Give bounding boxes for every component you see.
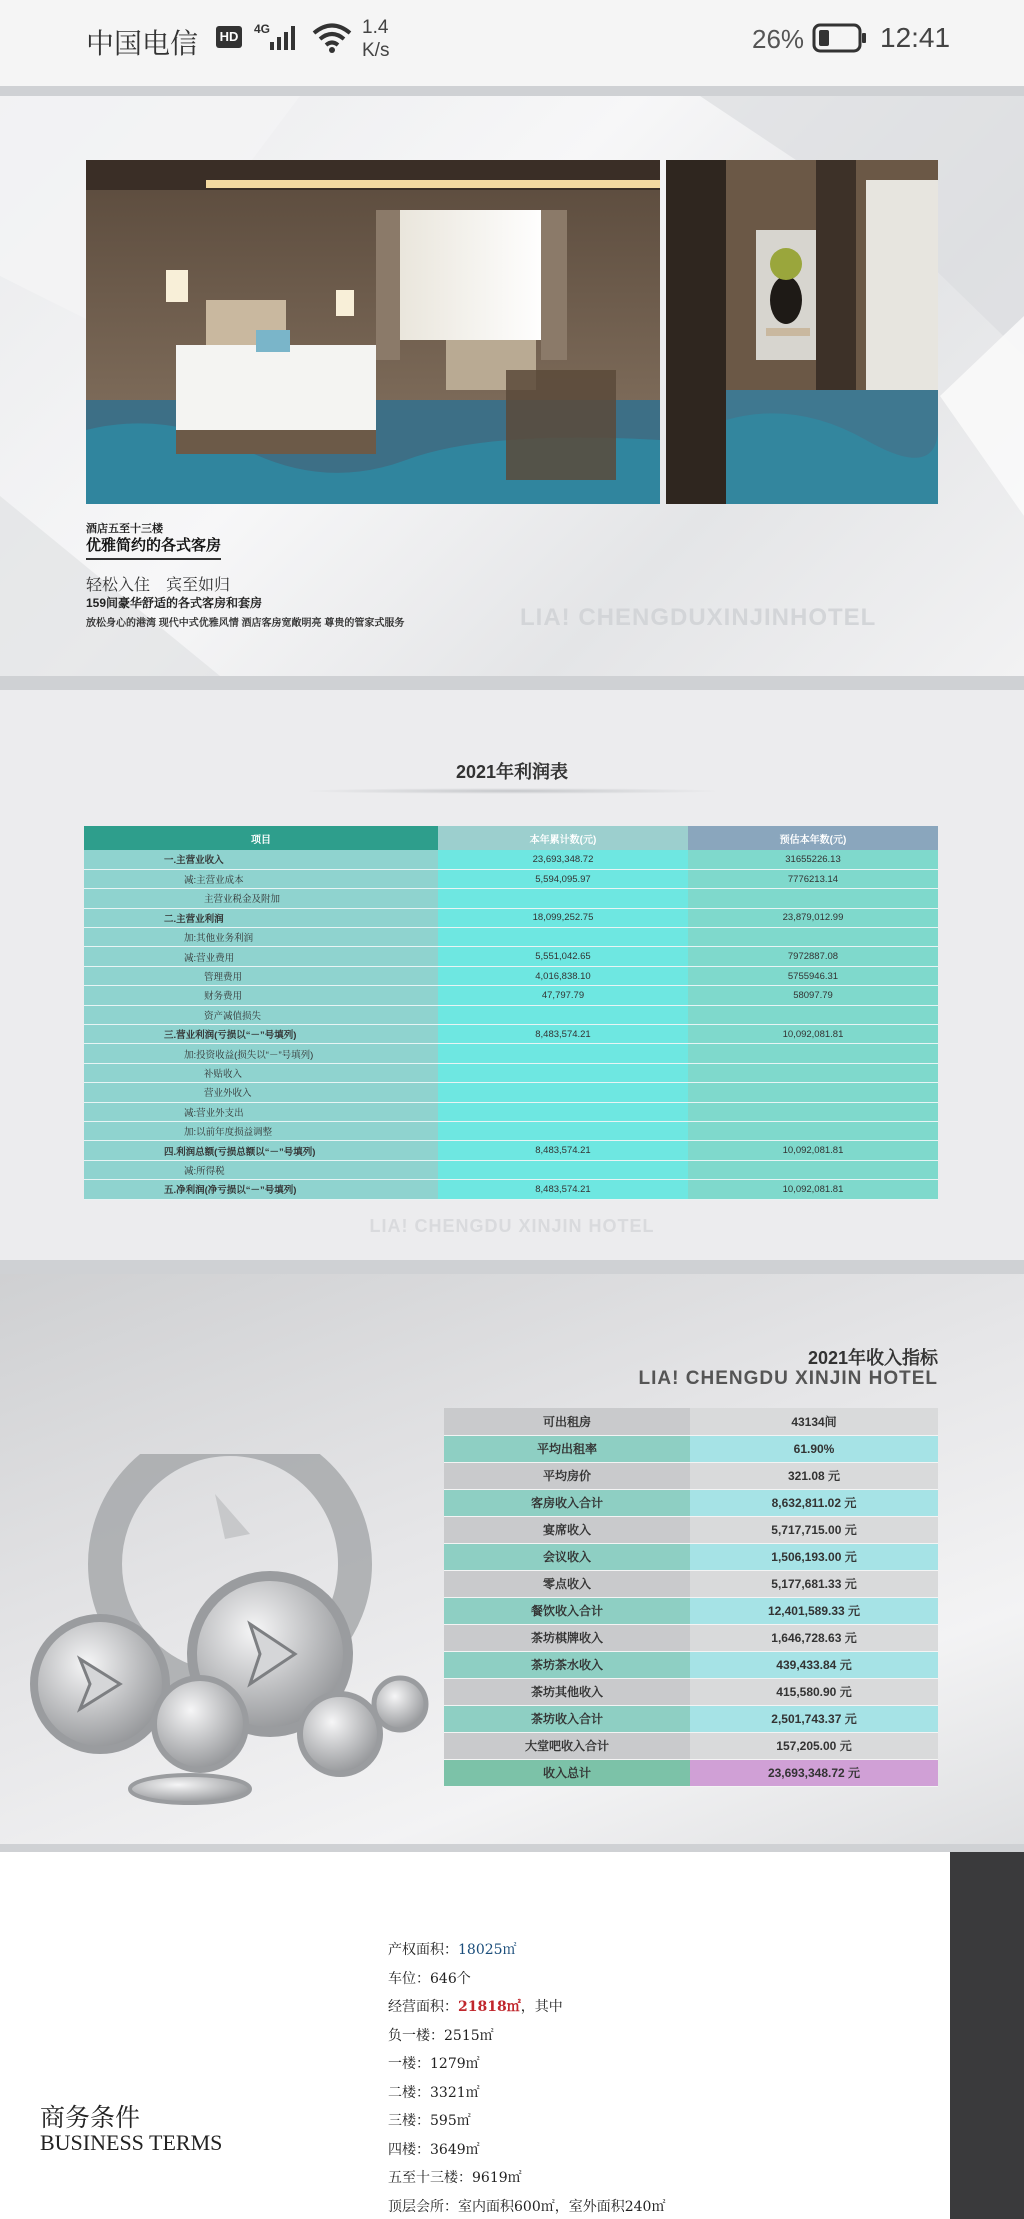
income-label: 会议收入 — [444, 1543, 690, 1570]
income-value: 8,632,811.02 元 — [690, 1489, 938, 1516]
network-type: 4G — [254, 22, 271, 36]
cell-actual: 47,797.79 — [438, 986, 688, 1005]
income-row — [444, 1543, 938, 1570]
income-row — [444, 1759, 938, 1786]
hotel-brand-watermark: LIA! CHENGDU XINJIN HOTEL — [369, 1216, 655, 1236]
cell-actual: 8,483,574.21 — [438, 1025, 688, 1044]
floor-area: 负一楼：2515㎡ — [388, 2027, 494, 2044]
operating-area-label: 经营面积： — [388, 1999, 458, 2015]
cell-item: 补贴收入 — [84, 1063, 438, 1082]
table-row — [84, 908, 938, 927]
header-actual: 本年累计数(元) — [438, 826, 688, 850]
table-row — [84, 1180, 938, 1199]
cell-estimate: 58097.79 — [688, 986, 938, 1005]
cell-estimate: 10,092,081.81 — [688, 1141, 938, 1160]
wifi-icon — [312, 22, 352, 59]
arrow-coins-illustration — [20, 1454, 440, 1814]
cell-item: 四.利润总额(亏损总额以“－”号填列) — [84, 1141, 438, 1160]
section-divider — [0, 86, 1024, 96]
terms-list — [388, 1936, 665, 2219]
cell-actual: 8,483,574.21 — [438, 1180, 688, 1199]
table-row — [84, 1083, 938, 1102]
rooms-floors: 酒店五至十三楼 — [86, 523, 163, 535]
income-label: 客房收入合计 — [444, 1489, 690, 1516]
income-label: 大堂吧收入合计 — [444, 1732, 690, 1759]
table-row — [84, 889, 938, 908]
floor-area: 三楼：595㎡ — [388, 2113, 471, 2129]
cell-estimate — [688, 1083, 938, 1102]
network-speed — [362, 16, 389, 62]
cell-item: 加:投资收益(损失以“－”号填列) — [84, 1044, 438, 1063]
rooms-slogan: 轻松入住 宾至如归 — [86, 575, 231, 594]
cell-item: 减:所得税 — [84, 1160, 438, 1179]
battery-percent: 26% — [752, 24, 805, 54]
section-divider — [0, 1260, 1024, 1274]
cell-item: 主营业税金及附加 — [84, 889, 438, 908]
cell-estimate — [688, 1063, 938, 1082]
table-row — [84, 928, 938, 947]
cell-actual — [438, 1102, 688, 1121]
rooms-section — [0, 96, 1024, 676]
cell-estimate — [688, 889, 938, 908]
cell-estimate — [688, 1160, 938, 1179]
header-estimate: 预估本年数(元) — [688, 826, 938, 850]
cell-actual: 5,594,095.97 — [438, 869, 688, 888]
income-row — [444, 1516, 938, 1543]
income-value: 2,501,743.37 元 — [690, 1705, 938, 1732]
cell-estimate — [688, 1044, 938, 1063]
floor-area: 二楼：3321㎡ — [388, 2084, 480, 2101]
profit-table-header — [84, 826, 938, 850]
floor-area: 一楼：1279㎡ — [388, 2056, 480, 2072]
table-row — [84, 966, 938, 985]
table-row — [84, 1005, 938, 1024]
room-corridor-photo — [666, 160, 938, 504]
cell-item: 财务费用 — [84, 986, 438, 1005]
income-value: 1,646,728.63 元 — [690, 1624, 938, 1651]
income-row — [444, 1570, 938, 1597]
income-row — [444, 1408, 938, 1435]
income-label: 餐饮收入合计 — [444, 1597, 690, 1624]
battery-icon — [812, 22, 868, 59]
table-row — [84, 1160, 938, 1179]
bedroom-photo — [86, 160, 660, 504]
cell-item: 加:以前年度损益调整 — [84, 1121, 438, 1140]
table-row — [84, 947, 938, 966]
income-value: 5,177,681.33 元 — [690, 1570, 938, 1597]
cell-estimate — [688, 928, 938, 947]
hd-badge: HD — [216, 26, 242, 48]
income-row — [444, 1597, 938, 1624]
income-title: 2021年收入指标 — [807, 1348, 938, 1368]
operating-area-suffix: ，其中 — [520, 1999, 563, 2015]
business-terms-title-en: BUSINESS TERMS — [40, 2130, 223, 2155]
floor-area: 五至十三楼：9619㎡ — [388, 2170, 522, 2186]
floor-area: 四楼：3649㎡ — [388, 2141, 480, 2158]
income-row — [444, 1651, 938, 1678]
header-item: 项目 — [84, 826, 438, 850]
cell-item: 五.净利润(净亏损以“－”号填列) — [84, 1180, 438, 1199]
cell-actual: 23,693,348.72 — [438, 850, 688, 869]
income-value: 43134间 — [690, 1408, 938, 1435]
speed-unit: K/s — [362, 40, 390, 61]
income-label: 茶坊收入合计 — [444, 1705, 690, 1732]
rooms-count-text: 159间豪华舒适的各式客房和套房 — [86, 596, 263, 610]
operating-area — [388, 1993, 665, 2022]
cell-actual — [438, 1005, 688, 1024]
parking-spaces: 车位：646个 — [388, 1970, 471, 1987]
income-row — [444, 1705, 938, 1732]
cell-actual — [438, 928, 688, 947]
cell-item: 营业外收入 — [84, 1083, 438, 1102]
income-label: 收入总计 — [444, 1759, 690, 1786]
income-row — [444, 1462, 938, 1489]
income-label: 茶坊棋牌收入 — [444, 1624, 690, 1651]
income-row — [444, 1435, 938, 1462]
income-value: 439,433.84 元 — [690, 1651, 938, 1678]
income-section — [0, 1274, 1024, 1844]
property-area-value: 18025㎡ — [458, 1942, 517, 1958]
status-bar — [0, 0, 1024, 86]
income-label: 零点收入 — [444, 1570, 690, 1597]
table-row — [84, 1044, 938, 1063]
rooms-features: 放松身心的港湾 现代中式优雅风情 酒店客房宽敞明亮 尊贵的管家式服务 — [86, 618, 405, 629]
cell-actual: 5,551,042.65 — [438, 947, 688, 966]
income-row — [444, 1678, 938, 1705]
table-row — [84, 1141, 938, 1160]
property-area — [388, 1936, 665, 1965]
section-divider — [0, 1844, 1024, 1852]
table-row — [84, 850, 938, 869]
income-row — [444, 1624, 938, 1651]
income-row — [444, 1489, 938, 1516]
income-value: 1,506,193.00 元 — [690, 1543, 938, 1570]
cell-item: 二.主营业利润 — [84, 908, 438, 927]
cell-actual: 4,016,838.10 — [438, 966, 688, 985]
carrier-name: 中国电信 — [86, 27, 199, 60]
income-label: 平均房价 — [444, 1462, 690, 1489]
income-label: 茶坊茶水收入 — [444, 1651, 690, 1678]
cell-estimate: 10,092,081.81 — [688, 1025, 938, 1044]
cell-item: 一.主营业收入 — [84, 850, 438, 869]
cell-item: 减:营业外支出 — [84, 1102, 438, 1121]
table-row — [84, 1121, 938, 1140]
cell-item: 三.营业利润(亏损以“－”号填列) — [84, 1025, 438, 1044]
cell-actual — [438, 1121, 688, 1140]
section-divider — [0, 676, 1024, 690]
business-terms-section — [0, 1852, 1024, 2219]
income-value: 5,717,715.00 元 — [690, 1516, 938, 1543]
side-bar-decoration — [950, 1852, 1024, 2219]
income-value: 23,693,348.72 元 — [690, 1759, 938, 1786]
property-area-label: 产权面积： — [388, 1942, 458, 1958]
income-value: 12,401,589.33 元 — [690, 1597, 938, 1624]
cell-estimate: 10,092,081.81 — [688, 1180, 938, 1199]
income-label: 平均出租率 — [444, 1435, 690, 1462]
table-row — [84, 1102, 938, 1121]
title-underline — [300, 788, 724, 794]
floor-area: 顶层会所：室内面积600㎡，室外面积240㎡ — [388, 2198, 666, 2215]
cell-estimate: 7972887.08 — [688, 947, 938, 966]
income-table — [444, 1408, 938, 1787]
income-label: 可出租房 — [444, 1408, 690, 1435]
cell-item: 减:主营业成本 — [84, 869, 438, 888]
cell-estimate: 5755946.31 — [688, 966, 938, 985]
clock: 12:41 — [880, 22, 951, 53]
signal-icon — [266, 24, 302, 57]
cell-estimate: 23,879,012.99 — [688, 908, 938, 927]
business-terms-title-cn: 商务条件 — [40, 2103, 141, 2132]
income-brand: LIA! CHENGDU XINJIN HOTEL — [638, 1368, 938, 1389]
table-row — [84, 1025, 938, 1044]
profit-section — [0, 690, 1024, 1260]
cell-actual — [438, 1083, 688, 1102]
income-value: 157,205.00 元 — [690, 1732, 938, 1759]
cell-estimate: 7776213.14 — [688, 869, 938, 888]
speed-value: 1.4 — [362, 17, 389, 38]
table-row — [84, 1063, 938, 1082]
income-value: 61.90% — [690, 1435, 938, 1462]
income-label: 茶坊其他收入 — [444, 1678, 690, 1705]
income-value: 321.08 元 — [690, 1462, 938, 1489]
cell-actual — [438, 889, 688, 908]
rooms-title: 优雅简约的各式客房 — [86, 534, 221, 560]
profit-title: 2021年利润表 — [455, 762, 569, 782]
cell-item: 减:营业费用 — [84, 947, 438, 966]
cell-actual — [438, 1044, 688, 1063]
cell-estimate — [688, 1005, 938, 1024]
cell-actual — [438, 1160, 688, 1179]
operating-area-value: 21818㎡ — [458, 1999, 521, 2015]
income-label: 宴席收入 — [444, 1516, 690, 1543]
cell-estimate — [688, 1121, 938, 1140]
cell-estimate — [688, 1102, 938, 1121]
table-row — [84, 986, 938, 1005]
table-row — [84, 869, 938, 888]
cell-item: 资产减值损失 — [84, 1005, 438, 1024]
profit-table — [84, 826, 938, 1200]
cell-actual — [438, 1063, 688, 1082]
cell-item: 加:其他业务利润 — [84, 928, 438, 947]
cell-estimate: 31655226.13 — [688, 850, 938, 869]
cell-item: 管理费用 — [84, 966, 438, 985]
income-row — [444, 1732, 938, 1759]
cell-actual: 8,483,574.21 — [438, 1141, 688, 1160]
income-value: 415,580.90 元 — [690, 1678, 938, 1705]
hotel-brand-watermark: LIA! CHENGDUXINJINHOTEL — [520, 604, 877, 631]
cell-actual: 18,099,252.75 — [438, 908, 688, 927]
